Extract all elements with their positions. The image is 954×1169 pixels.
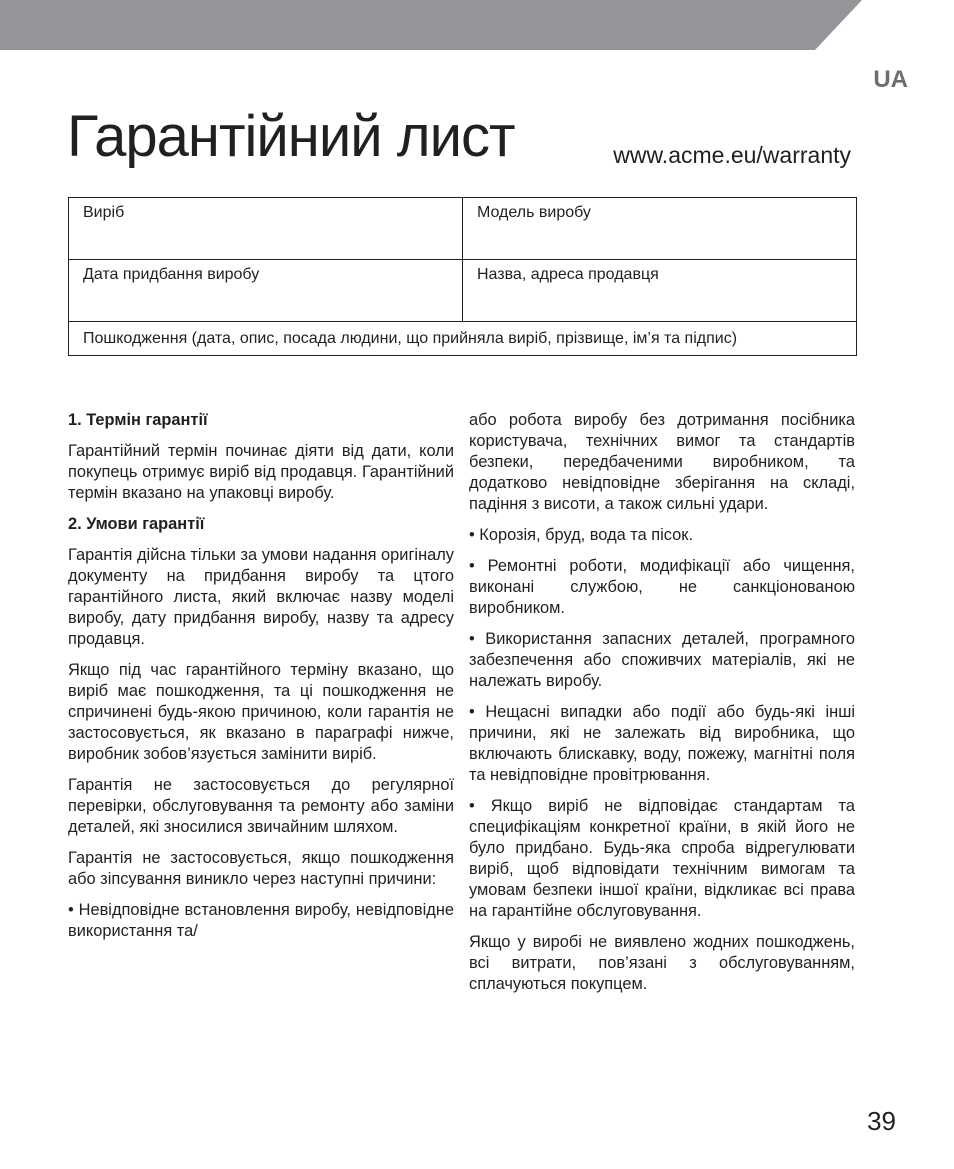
section-2-paragraph: Гарантія дійсна тільки за умови надання оригіналу документу на придбання виробу та цтого гарантійного листа, який включає назву моделі виробу, дату придбання виробу, назву та адресу продавця. — [68, 546, 454, 648]
right-column — [469, 410, 855, 1005]
bullet-item: • Невідповідне встановлення виробу, невідповідне використання та/ — [68, 901, 454, 940]
product-field: Виріб — [69, 198, 463, 260]
purchase-date-field: Дата придбання виробу — [69, 260, 463, 322]
closing-paragraph: Якщо у виробі не виявлено жодних пошкоджень, всі витрати, пов’язані з обслуговуванням, сплачуються покупцем. — [469, 933, 855, 993]
section-2-paragraph: Гарантія не застосовується до регулярної перевірки, обслуговування та ремонту або заміни деталей, які зносилися звичайним шляхом. — [68, 776, 454, 836]
bullet-item: • Нещасні випадки або події або будь-які інші причини, які не залежать від виробника, що включають блискавку, воду, пожежу, магнітні поля та невідповідне провітрювання. — [469, 703, 855, 784]
seller-field: Назва, адреса продавця — [463, 260, 857, 322]
section-1-heading: 1. Термін гарантії — [68, 411, 208, 429]
bullet-item: • Корозія, бруд, вода та пісок. — [469, 526, 694, 544]
language-label: UA — [873, 66, 908, 93]
left-column — [68, 410, 454, 952]
section-2-paragraph: Гарантія не застосовується, якщо пошкодження або зіпсування виникло через наступні причини: — [68, 849, 454, 888]
section-1-paragraph: Гарантійний термін починає діяти від дати, коли покупець отримує виріб від продавця. Гарантійний термін вказано на упаковці виробу. — [68, 442, 454, 502]
section-2-paragraph: Якщо під час гарантійного терміну вказано, що виріб має пошкодження, та ці пошкодження не спричинені будь-якою причиною, коли гарантія не застосовується, як вказано в параграфі нижче, виробник зобов’язується замінити виріб. — [68, 661, 454, 763]
section-2-heading: 2. Умови гарантії — [68, 515, 205, 533]
warranty-url[interactable]: www.acme.eu/warranty — [613, 142, 851, 168]
damage-field: Пошкодження (дата, опис, посада людини, що прийняла виріб, прізвище, ім’я та підпис) — [69, 322, 857, 356]
bullet-continuation: або робота виробу без дотримання посібника користувача, технічних вимог та стандартів безпеки, передбаченими виробником, та додатково невідповідне зберігання на складі, падіння з висоти, а також сильні удари. — [469, 411, 855, 513]
bullet-item: • Використання запасних деталей, програмного забезпечення або споживчих матеріалів, які не належать виробу. — [469, 630, 855, 690]
header-band — [0, 0, 954, 50]
bullet-item: • Ремонтні роботи, модифікації або чищення, виконані службою, не санкціонованою виробником. — [469, 557, 855, 617]
warranty-form — [68, 197, 857, 356]
model-field: Модель виробу — [463, 198, 857, 260]
page-number: 39 — [867, 1106, 896, 1136]
page-title: Гарантійний лист — [67, 104, 515, 169]
bullet-item: • Якщо виріб не відповідає стандартам та специфікаціям конкретної країни, в якій його не було придбано. Будь-яка спроба відрегулювати виріб, щоб відповідати технічним вимогам та умовам безпеки іншої країни, відкликає всі права на гарантійне обслуговування. — [469, 797, 855, 920]
